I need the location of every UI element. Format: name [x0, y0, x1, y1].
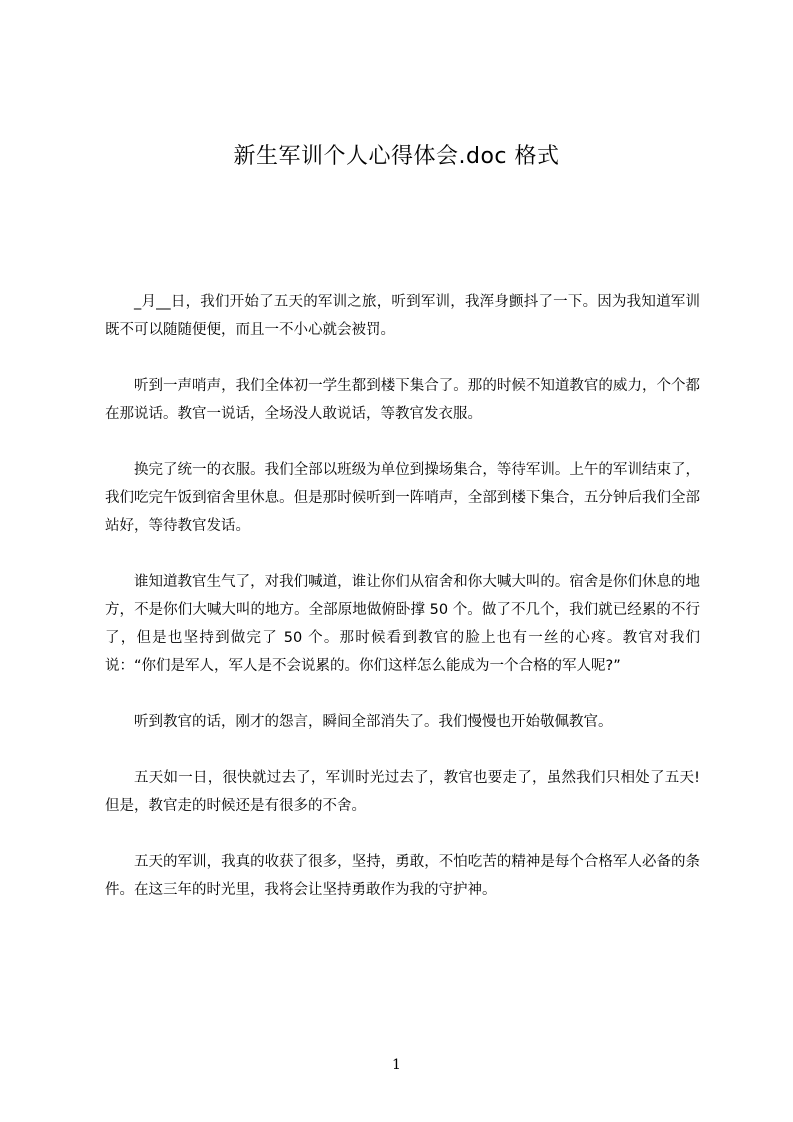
paragraph-3: 换完了统一的衣服。我们全部以班级为单位到操场集合，等待军训。上午的军训结束了，我们吃完午饭到宿舍里休息。但是那时候听到一阵哨声，全部到楼下集合，五分钟后我们全部站好，等待教官发话。 — [105, 462, 700, 534]
paragraph-7: 五天的军训，我真的收获了很多，坚持，勇敢，不怕吃苦的精神是每个合格军人必备的条件。在这三年的时光里，我将会让坚持勇敢作为我的守护神。 — [105, 854, 700, 898]
paragraph-6: 五天如一日，很快就过去了，军训时光过去了，教官也要走了，虽然我们只相处了五天!但是，教官走的时候还是有很多的不舍。 — [105, 770, 700, 814]
page-number: 1 — [392, 1057, 401, 1073]
paragraph-5: 听到教官的话，刚才的怨言，瞬间全部消失了。我们慢慢也开始敬佩教官。 — [134, 714, 613, 730]
document-body — [105, 288, 700, 932]
paragraph-2: 听到一声哨声，我们全体初一学生都到楼下集合了。那的时候不知道教官的威力，个个都在那说话。教官一说话，全场没人敢说话，等教官发衣服。 — [105, 378, 700, 422]
document-title: 新生军训个人心得体会.doc 格式 — [233, 144, 560, 169]
paragraph-4: 谁知道教官生气了，对我们喊道，谁让你们从宿舍和你大喊大叫的。宿舍是你们休息的地方，不是你们大喊大叫的地方。全部原地做俯卧撑 50 个。做了不几个，我们就已经累的不行了，但是也坚持到做完了 50 个。那时候看到教官的脸上也有一丝的心疼。教官对我们说：“你们是军人，军人是不会说累的。你们这样怎么能成为一个合格的军人呢?” — [105, 574, 700, 674]
paragraph-1: _月__日，我们开始了五天的军训之旅，听到军训，我浑身颤抖了一下。因为我知道军训既不可以随随便便，而且一不小心就会被罚。 — [105, 294, 700, 338]
